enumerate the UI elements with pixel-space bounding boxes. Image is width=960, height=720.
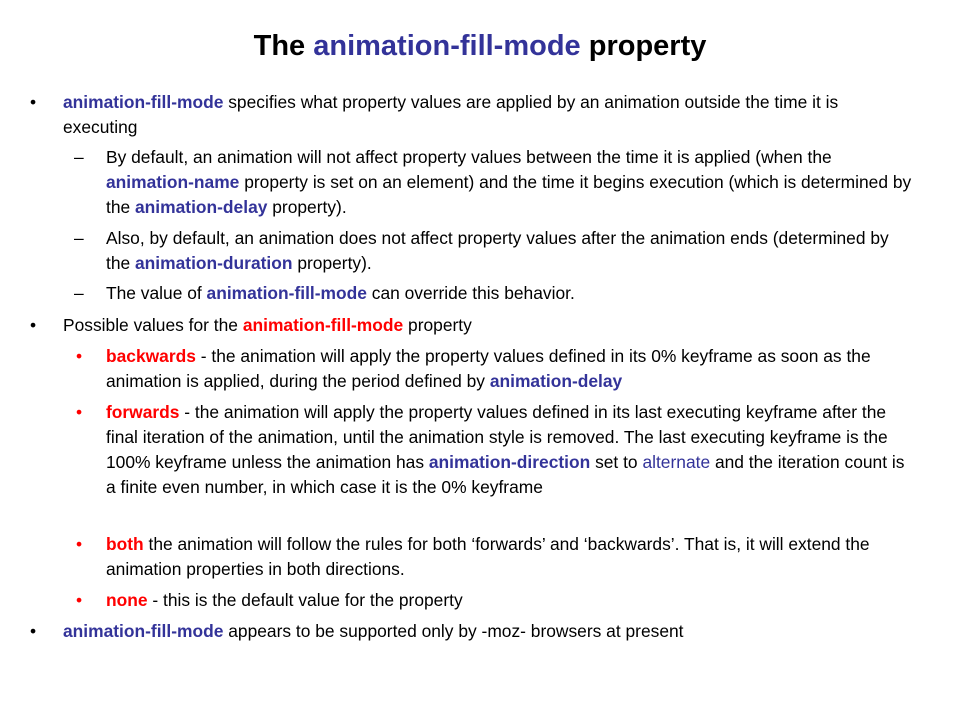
subpoint-text: Also, by default, an animation does not affect property values after the animation ends (determined by the (106, 228, 889, 273)
subpoint-default-after (74, 226, 916, 276)
subpoint-text: can override this behavior. (366, 283, 575, 303)
bullet-text: property (403, 315, 472, 335)
keyword: animation-name (106, 172, 240, 192)
bullet-marker: • (76, 590, 83, 610)
value-text: set to (590, 452, 643, 472)
bullet-fill-mode-definition (30, 90, 913, 140)
value-text: the animation will follow the rules for both ‘forwards’ and ‘backwards’. That is, it will extend the animation properties in both directions. (106, 534, 870, 579)
keyword: both (106, 534, 144, 554)
bullet-text: specifies what property values are applied by an animation outside the time it is executing (63, 92, 839, 137)
value-text: - the animation will apply the property values defined in its last executing keyframe after the final iteration of the animation, until the animation style is removed. The last executing keyframe is the 100% keyframe unless the animation has (106, 402, 888, 472)
bullet-text: Possible values for the (63, 315, 243, 335)
subpoint-default-before (74, 145, 916, 220)
title-pre: The (253, 30, 314, 62)
keyword: forwards (106, 402, 180, 422)
keyword: none (106, 590, 148, 610)
value-backwards (76, 344, 916, 394)
bullet-marker: • (30, 315, 37, 335)
slide-title (0, 30, 960, 63)
subpoint-override (74, 281, 916, 306)
keyword: animation-duration (135, 253, 293, 273)
keyword: animation-fill-mode (63, 621, 224, 641)
keyword: animation-delay (489, 371, 623, 391)
bullet-marker: • (76, 346, 83, 366)
subpoint-text: property). (292, 253, 372, 273)
keyword: animation-fill-mode (242, 315, 404, 335)
subpoint-text: By default, an animation will not affect property values between the time it is applied (when the (106, 147, 832, 167)
bullet-marker: • (30, 92, 37, 112)
keyword: animation-delay (135, 197, 268, 217)
bullet-possible-values (30, 313, 913, 338)
keyword: alternate (642, 452, 711, 472)
value-forwards (76, 400, 916, 500)
bullet-marker: • (76, 402, 83, 422)
dash-marker: – (74, 283, 84, 303)
keyword: backwards (106, 346, 196, 366)
value-both (76, 532, 916, 582)
keyword: animation-fill-mode (206, 283, 367, 303)
bullet-marker: • (30, 621, 37, 641)
subpoint-text: The value of (106, 283, 207, 303)
value-text: - this is the default value for the property (147, 590, 463, 610)
dash-marker: – (74, 228, 84, 248)
keyword: animation-fill-mode (63, 92, 224, 112)
title-keyword: animation-fill-mode (313, 30, 581, 62)
subpoint-text: property). (267, 197, 347, 217)
keyword: animation-direction (428, 452, 591, 472)
value-text: - the animation will apply the property values defined in its 0% keyframe as soon as the animation is applied, during the period defined by (106, 346, 871, 391)
value-none (76, 588, 916, 613)
title-post: property (580, 30, 707, 62)
bullet-browser-support (30, 619, 913, 644)
bullet-marker: • (76, 534, 83, 554)
subpoint-text: property is set on an element) and the time it begins execution (which is determined by the (106, 172, 912, 217)
dash-marker: – (74, 147, 84, 167)
bullet-text: appears to be supported only by -moz- browsers at present (223, 621, 684, 641)
value-text: and the iteration count is a finite even number, in which case it is the 0% keyframe (106, 452, 905, 497)
